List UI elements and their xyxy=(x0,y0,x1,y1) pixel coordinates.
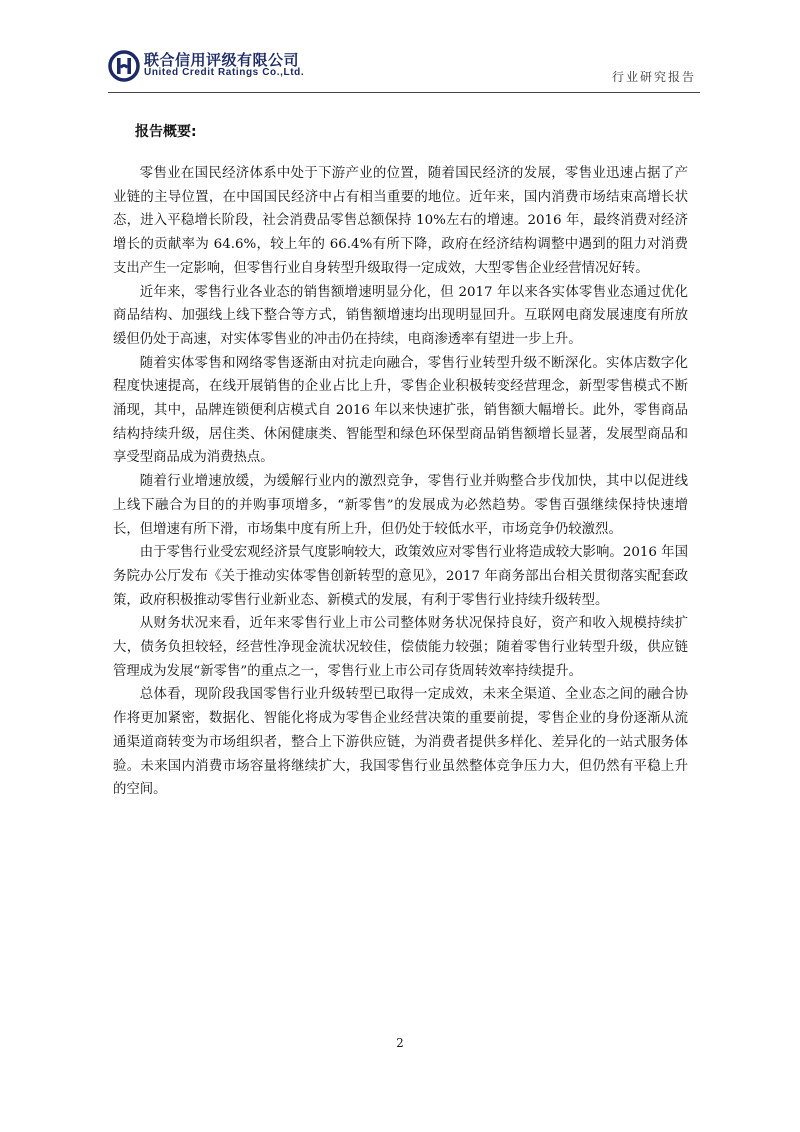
header-divider xyxy=(108,92,700,93)
report-content xyxy=(113,120,688,802)
section-title: 报告概要: xyxy=(135,124,197,140)
paragraph: 随着实体零售和网络零售逐渐由对抗走向融合，零售行业转型升级不断深化。实体店数字化程度快速提高，在线开展销售的企业占比上升，零售企业积极转变经营理念，新型零售模式不断涌现，其中，品牌连锁便利店模式自 2016 年以来快速扩张，销售额大幅增长。此外，零售商品结构持续升级，居住类、休闲健康类、智能型和绿色环保型商品销售额增长显著，发展型商品和享受型商品成为消费热点。 xyxy=(113,355,688,466)
paragraph: 随着行业增速放缓，为缓解行业内的激烈竞争，零售行业并购整合步伐加快，其中以促进线上线下融合为目的的并购事项增多，“新零售”的发展成为必然趋势。零售百强继续保持快速增长，但增速有所下滑，市场集中度有所上升，但仍处于较低水平，市场竞争仍较激烈。 xyxy=(113,474,688,537)
paragraph: 近年来，零售行业各业态的销售额增速明显分化，但 2017 年以来各实体零售业态通过优化商品结构、加强线上线下整合等方式，销售额增速均出现明显回升。互联网电商发展速度有所放缓但仍处于高速，对实体零售业的冲击仍在持续，电商渗透率有望进一步上升。 xyxy=(113,284,688,347)
ucr-logo-icon xyxy=(108,50,140,82)
company-name-en: United Credit Ratings Co.,Ltd. xyxy=(144,67,305,78)
page-number: 2 xyxy=(396,1036,404,1050)
company-name-cn: 联合信用评级有限公司 xyxy=(144,51,300,69)
paragraph: 总体看，现阶段我国零售行业升级转型已取得一定成效，未来全渠道、全业态之间的融合协作将更加紧密，数据化、智能化将成为零售企业经营决策的重要前提，零售企业的身份逐渐从流通渠道商转变为市场组织者，整合上下游供应链，为消费者提供多样化、差异化的一站式服务体验。未来国内消费市场容量将继续扩大，我国零售行业虽然整体竞争压力大，但仍然有平稳上升的空间。 xyxy=(113,687,688,798)
paragraph: 零售业在国民经济体系中处于下游产业的位置，随着国民经济的发展，零售业迅速占据了产业链的主导位置，在中国国民经济中占有相当重要的地位。近年来，国内消费市场结束高增长状态，进入平稳增长阶段，社会消费品零售总额保持 10%左右的增速。2016 年，最终消费对经济增长的贡献率为 64.6%，较上年的 66.4%有所下降，政府在经济结构调整中遇到的阻力对消费支出产生一定影响，但零售行业自身转型升级取得一定成效，大型零售企业经营情况好转。 xyxy=(113,166,688,276)
paragraph: 从财务状况来看，近年来零售行业上市公司整体财务状况保持良好，资产和收入规模持续扩大，债务负担较轻，经营性净现金流状况较佳，偿债能力较强；随着零售行业转型升级，供应链管理成为发展“新零售”的重点之一，零售行业上市公司存货周转效率持续提升。 xyxy=(113,616,688,679)
report-type-label: 行业研究报告 xyxy=(611,70,696,84)
page-header xyxy=(108,44,700,94)
paragraph: 由于零售行业受宏观经济景气度影响较大，政策效应对零售行业将造成较大影响。2016 年国务院办公厅发布《关于推动实体零售创新转型的意见》，2017 年商务部出台相关贯彻落实配套政策，政府积极推动零售行业新业态、新模式的发展，有利于零售行业持续升级转型。 xyxy=(113,545,688,608)
